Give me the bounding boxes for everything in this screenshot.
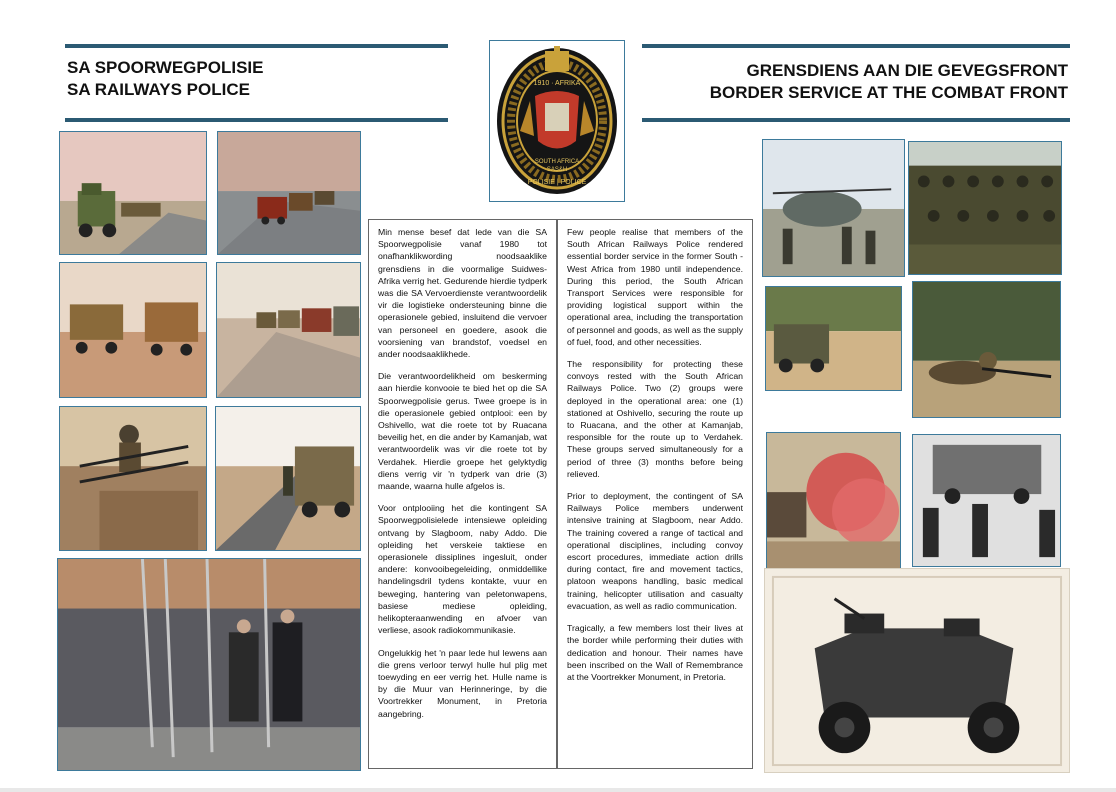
photo-armoured-mine-protected-vehicle	[764, 568, 1070, 773]
photo-soldier-prone-with-rifle	[912, 281, 1061, 418]
left-title-english: SA RAILWAYS POLICE	[67, 80, 250, 99]
right-title-afrikaans: GRENSDIENS AAN DIE GEVEGSFRONT	[746, 61, 1068, 80]
afrikaans-paragraph: Ongelukkig het 'n paar lede hul lewens aan die grens verloor terwyl hulle hul plig met toewyding en eer verrig het. Hulle name is by die Muur van Herinneringe, by die Voortrekker Monument, in Pretoria aangebring.	[378, 647, 547, 719]
afrikaans-text-column	[368, 219, 557, 769]
header-rule-left-top	[65, 44, 448, 48]
header-rule-right-bottom	[642, 118, 1070, 122]
header-rule-right-top	[642, 44, 1070, 48]
photo-helicopter-and-soldiers	[762, 139, 905, 277]
photo-convoy-trucks-on-highway	[217, 131, 361, 255]
english-paragraph: Tragically, a few members lost their lives at the border while performing their duties with dedication and honour. Their names have been inscribed on the Wall of Remembrance at the Voortrekker Monument, in Pretoria.	[567, 623, 743, 682]
left-title	[67, 57, 263, 101]
english-paragraph: Prior to deployment, the contingent of SA Railways Police members underwent intensive training at Slagboom, near Addo. The training covered a range of tactical and operational disciplines, including convoy escort procedures, immediate action drills during contact, fire and movement tactics, platoon weapons handling, basic medical training, helicopter utilisation and casualty evacuation, as well as radio communication.	[567, 491, 743, 611]
right-title-english: BORDER SERVICE AT THE COMBAT FRONT	[709, 83, 1068, 102]
afrikaans-paragraph: Die verantwoordelikheid om beskerming aan hierdie konvooie te bied het op die SA Spoorwegpolisie gerus. Twee groepe is in die operasionele gebied ontplooi: een by Oshivello, wat die roete tot by Ruacana beveilig het, en die ander by Kamanjab, wat verantwoordelik was vir die roete tot by Verdahek. Hierdie groepe het gelyktydig diens verrig vir 'n tydperk van drie (3) maande, waarna hulle afgelos is.	[378, 371, 547, 492]
english-paragraph: The responsibility for protecting these convoys rested with the South African Railways Police. Two (2) groups were deployed in the operational area: one (1) stationed at Oshivello, securing the route up to Ruacana, and the other at Kamanjab, responsible for the route up to Verdahek. These groups served simultaneously for a period of three (3) months before being relieved.	[567, 359, 743, 479]
badge-bottom-text: POLISIE | POLICE	[527, 179, 587, 186]
english-paragraph: Few people realise that members of the South African Railways Police rendered essential border service in the former South -West Africa from 1980 until independence. During this period, the South African Transport Services were responsible for providing logistical support within the operational area, including the transportation of personnel and goods, as well as the supply of fuel, food, and other necessities.	[567, 227, 743, 347]
police-badge-emblem	[490, 41, 624, 201]
badge-middle-text-2: SAS&H	[546, 167, 568, 173]
photo-black-white-troops-with-vehicle	[912, 434, 1061, 567]
english-text-column	[557, 219, 753, 769]
photo-gunner-on-armoured-vehicle	[59, 406, 207, 551]
photo-group-of-police-members	[908, 141, 1062, 275]
police-badge-frame	[489, 40, 625, 202]
page-bottom-edge	[0, 788, 1116, 792]
badge-middle-text: SOUTH AFRICA	[534, 159, 580, 165]
afrikaans-paragraph: Voor ontplooiing het die kontingent SA Spoorwegpolisielede intensiewe opleiding ontvang by Slagboom, naby Addo. Die opleiding het verskeie taktiese en operasionele dissiplines ingesluit, onder andere: konvooibegeleiding, onmiddellike handelingsdril tydens kontakte, vuur en beweging, hantering van peletonwapens, basiese mediese opleiding, helikopteraanwending en afvoer van verliese, asook radiokommunikasie.	[378, 503, 547, 636]
photo-armoured-vehicle-in-bush	[765, 286, 902, 391]
photo-wall-of-remembrance	[57, 558, 361, 771]
badge-top-text: 1910 · AFRIKA	[533, 80, 581, 87]
photo-trucks-in-field	[59, 262, 207, 398]
photo-long-convoy-road	[216, 262, 361, 398]
photo-armoured-truck-convoy-road	[59, 131, 207, 255]
left-title-afrikaans: SA SPOORWEGPOLISIE	[67, 58, 264, 77]
afrikaans-paragraph: Min mense besef dat lede van die SA Spoorwegpolisie vanaf 1980 tot onafhanklikwording noodsaaklike grensdiens in die voormalige Suidwes-Afrika verrig het. Gedurende hierdie tydperk was die SA Vervoerdienste verantwoordelik vir die logistieke ondersteuning binne die operasionele gebied, insluitend die vervoer van personeel en goedere, asook die voorsiening van brandstof, voedsel en ander noodsaaklikhede.	[378, 227, 547, 360]
header-rule-left-bottom	[65, 118, 448, 122]
photo-red-smoke-exercise	[766, 432, 901, 569]
right-title	[710, 60, 1068, 104]
photo-soldiers-with-truck	[215, 406, 361, 551]
